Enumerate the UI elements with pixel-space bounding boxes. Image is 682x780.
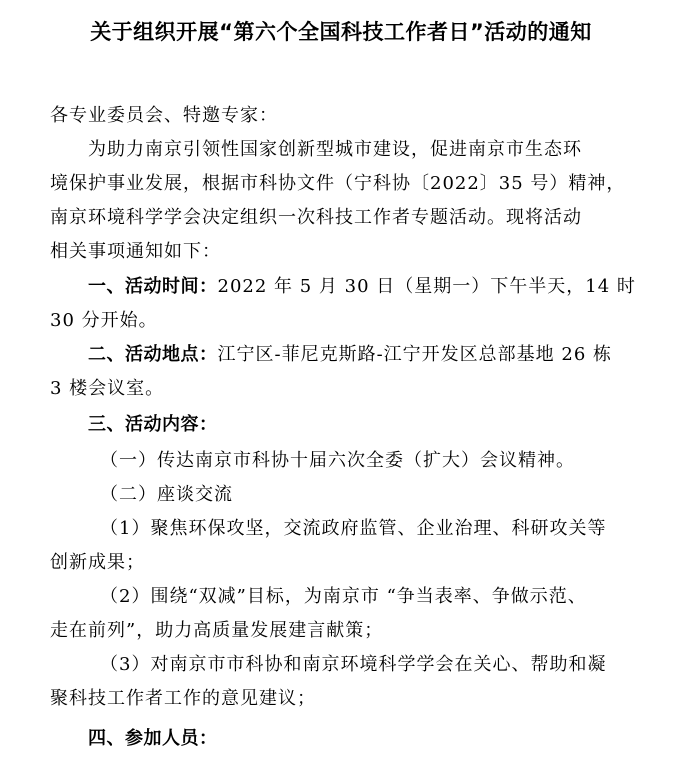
section-time-text-line2: 30 分开始。	[50, 310, 158, 331]
content-sub-3-line1: （3）对南京市市科协和南京环境科学学会在关心、帮助和凝	[100, 654, 607, 675]
content-sub-1-line2: 创新成果；	[50, 552, 145, 573]
section-location-text-line2: 3 楼会议室。	[50, 378, 165, 399]
content-sub-2-line1: （2）围绕“双减”目标，为南京市 “争当表率、争做示范、	[100, 586, 587, 607]
content-sub-2-line2: 走在前列”，助力高质量发展建言献策；	[50, 620, 384, 641]
salutation: 各专业委员会、特邀专家：	[50, 105, 278, 126]
section-time	[88, 275, 660, 299]
section-location	[88, 343, 660, 367]
content-sub-3-line2: 聚科技工作者工作的意见建议；	[50, 688, 316, 709]
document-title: 关于组织开展“第六个全国科技工作者日”活动的通知	[90, 20, 592, 44]
section-content-heading: 三、活动内容：	[88, 414, 218, 435]
section-time-text: 2022 年 5 月 30 日（星期一）下午半天，14 时	[217, 276, 636, 297]
intro-line-2: 境保护事业发展，根据市科协文件（宁科协〔2022〕35 号）精神，	[50, 173, 626, 194]
intro-line-1: 为助力南京引领性国家创新型城市建设，促进南京市生态环	[88, 139, 582, 160]
section-location-text: 江宁区-菲尼克斯路-江宁开发区总部基地 26 栋	[217, 344, 613, 365]
content-sub-1-line1: （1）聚焦环保攻坚，交流政府监管、企业治理、科研攻关等	[100, 518, 607, 539]
section-location-heading: 二、活动地点：	[88, 344, 218, 365]
section-time-heading: 一、活动时间：	[88, 276, 218, 297]
content-item-1: （一）传达南京市科协十届六次全委（扩大）会议精神。	[100, 450, 575, 471]
intro-line-3: 南京环境科学学会决定组织一次科技工作者专题活动。现将活动	[50, 207, 582, 228]
content-item-2: （二）座谈交流	[100, 484, 233, 505]
section-participants-heading: 四、参加人员：	[88, 728, 218, 749]
intro-line-4: 相关事项通知如下：	[50, 241, 221, 262]
